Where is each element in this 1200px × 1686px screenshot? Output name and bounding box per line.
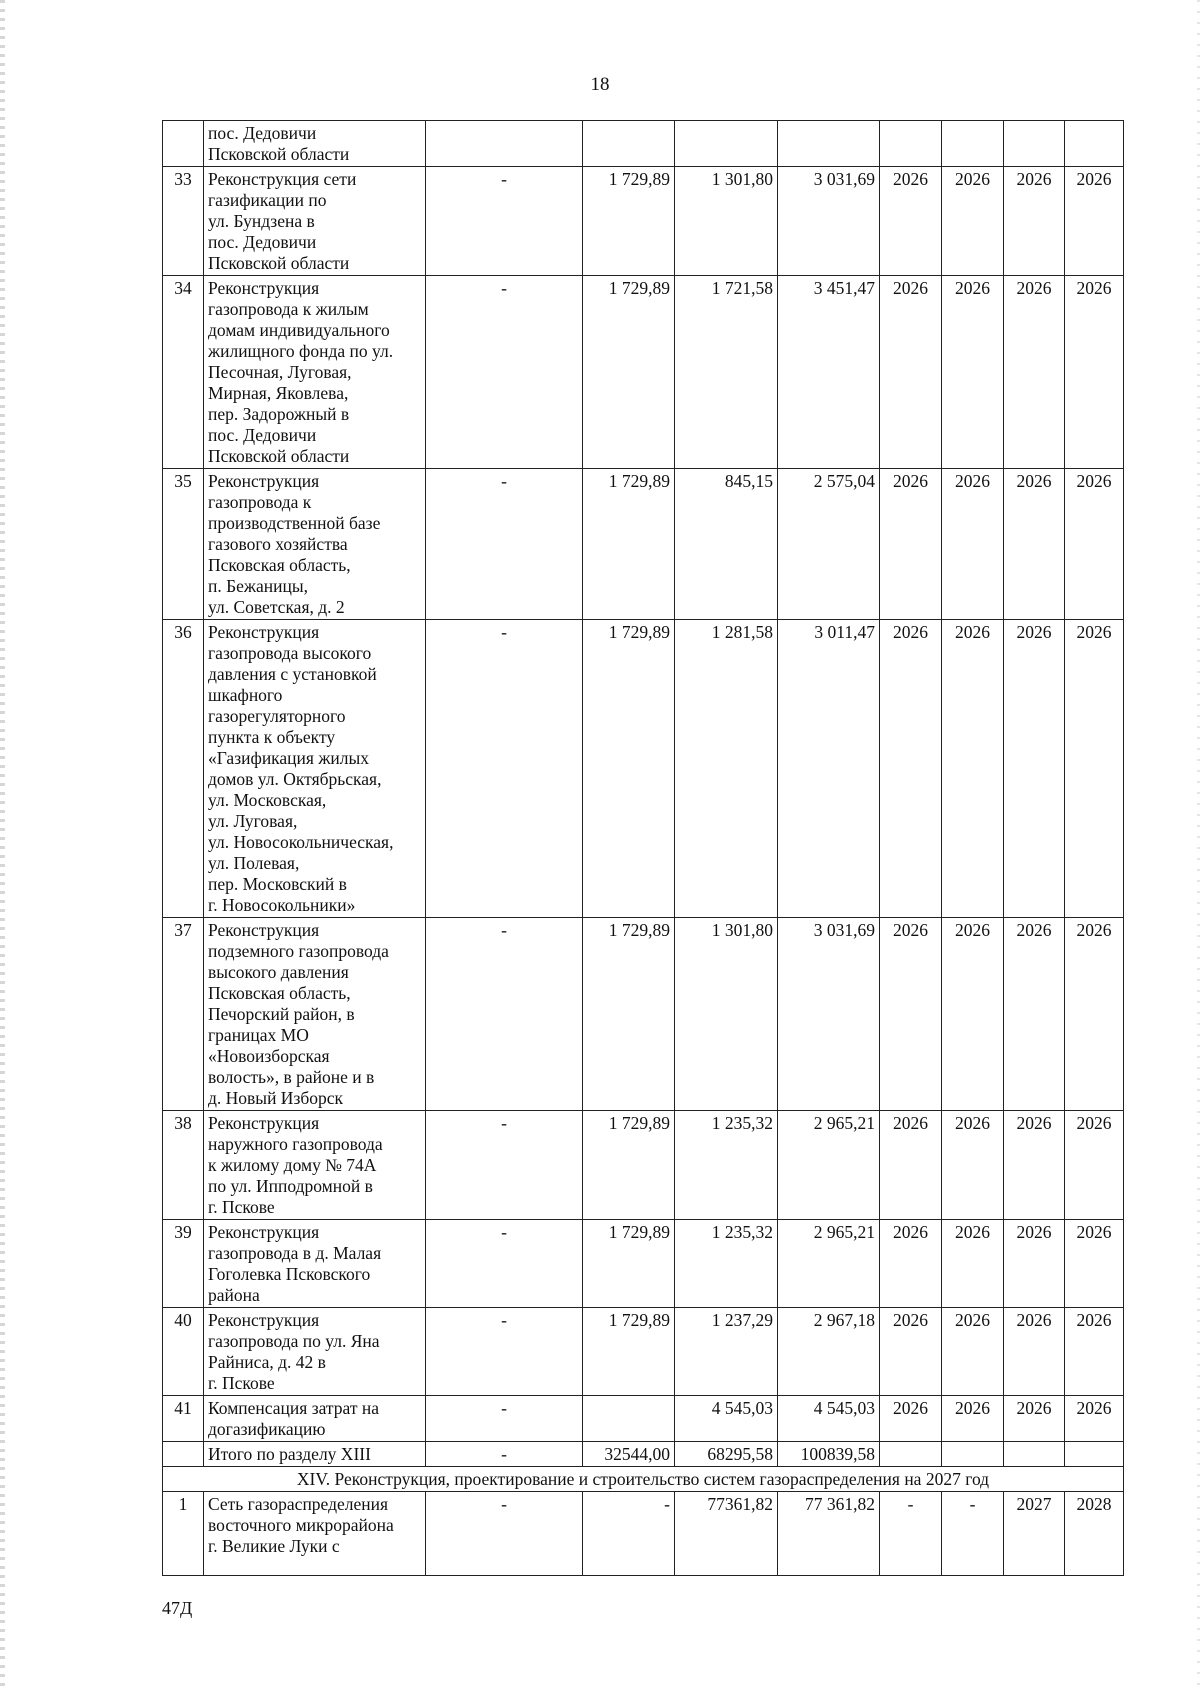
col-4-value: 1 729,89 — [583, 276, 675, 469]
col-5-value: 77361,82 — [675, 1492, 778, 1576]
year-3 — [1004, 1442, 1065, 1467]
page-number: 18 — [590, 74, 610, 95]
year-1: 2026 — [880, 1220, 942, 1308]
year-3: 2026 — [1004, 469, 1065, 620]
col-3-value: - — [426, 167, 583, 276]
col-6-value: 2 575,04 — [778, 469, 880, 620]
year-3: 2026 — [1004, 918, 1065, 1111]
year-3: 2026 — [1004, 1111, 1065, 1220]
year-3 — [1004, 121, 1065, 167]
col-3-value: - — [426, 1442, 583, 1467]
col-6-value: 3 011,47 — [778, 620, 880, 918]
item-name: Реконструкция газопровода к жилым домам индивидуального жилищного фонда по ул. Песочная, Луговая, Мирная, Яковлева, пер. Задорожный в пос. Дедовичи Псковской области — [204, 276, 426, 469]
year-4: 2026 — [1065, 469, 1124, 620]
col-4-value: 1 729,89 — [583, 469, 675, 620]
year-1: 2026 — [880, 1111, 942, 1220]
section-title: XIV. Реконструкция, проектирование и строительство систем газораспределения на 2027 год — [163, 1467, 1124, 1492]
item-number — [163, 121, 204, 167]
year-4: 2026 — [1065, 1220, 1124, 1308]
col-5-value: 845,15 — [675, 469, 778, 620]
footer-code: 47Д — [162, 1598, 193, 1618]
year-4: 2028 — [1065, 1492, 1124, 1576]
item-name: Сеть газораспределения восточного микрорайона г. Великие Луки с — [204, 1492, 426, 1576]
item-name: Итого по разделу XIII — [204, 1442, 426, 1467]
year-2: 2026 — [942, 1396, 1004, 1442]
item-name: Реконструкция подземного газопровода высокого давления Псковская область, Печорский район, в границах МО «Новоизборская волость», в районе и в д. Новый Изборск — [204, 918, 426, 1111]
item-name: Реконструкция газопровода по ул. Яна Райниса, д. 42 в г. Пскове — [204, 1308, 426, 1396]
year-2: 2026 — [942, 276, 1004, 469]
col-6-value: 2 965,21 — [778, 1220, 880, 1308]
year-4: 2026 — [1065, 620, 1124, 918]
col-3-value: - — [426, 276, 583, 469]
program-table — [162, 120, 1124, 1576]
year-2: 2026 — [942, 1111, 1004, 1220]
year-4: 2026 — [1065, 1396, 1124, 1442]
year-1: 2026 — [880, 1308, 942, 1396]
year-4 — [1065, 121, 1124, 167]
col-3-value: - — [426, 469, 583, 620]
year-3: 2026 — [1004, 1396, 1065, 1442]
item-number: 36 — [163, 620, 204, 918]
item-number: 38 — [163, 1111, 204, 1220]
item-name: Реконструкция газопровода высокого давления с установкой шкафного газорегуляторного пункта к объекту «Газификация жилых домов ул. Октябрьская, ул. Московская, ул. Луговая, ул. Новосокольническая, ул. Полевая, пер. Московский в г. Новосокольники» — [204, 620, 426, 918]
col-4-value: 1 729,89 — [583, 1308, 675, 1396]
table-row — [163, 1111, 1124, 1220]
year-3: 2026 — [1004, 1308, 1065, 1396]
table-row — [163, 1492, 1124, 1576]
col-3-value: - — [426, 1111, 583, 1220]
item-number: 1 — [163, 1492, 204, 1576]
year-3: 2026 — [1004, 1220, 1065, 1308]
table-row — [163, 167, 1124, 276]
col-3-value — [426, 121, 583, 167]
col-6-value: 77 361,82 — [778, 1492, 880, 1576]
col-4-value — [583, 121, 675, 167]
year-3: 2026 — [1004, 167, 1065, 276]
year-2 — [942, 121, 1004, 167]
table-row — [163, 1396, 1124, 1442]
total-row — [163, 1442, 1124, 1467]
col-5-value: 1 235,32 — [675, 1220, 778, 1308]
year-4: 2026 — [1065, 167, 1124, 276]
col-3-value: - — [426, 1220, 583, 1308]
col-5-value: 68295,58 — [675, 1442, 778, 1467]
item-number: 40 — [163, 1308, 204, 1396]
year-2: 2026 — [942, 918, 1004, 1111]
col-5-value: 1 301,80 — [675, 167, 778, 276]
year-2: 2026 — [942, 167, 1004, 276]
col-4-value: 32544,00 — [583, 1442, 675, 1467]
year-1: 2026 — [880, 167, 942, 276]
table-row — [163, 918, 1124, 1111]
year-1: 2026 — [880, 469, 942, 620]
table-row — [163, 469, 1124, 620]
item-name: Реконструкция сети газификации по ул. Бундзена в пос. Дедовичи Псковской области — [204, 167, 426, 276]
col-5-value: 1 301,80 — [675, 918, 778, 1111]
year-4: 2026 — [1065, 918, 1124, 1111]
item-number: 34 — [163, 276, 204, 469]
col-6-value: 2 967,18 — [778, 1308, 880, 1396]
col-4-value — [583, 1396, 675, 1442]
year-3: 2026 — [1004, 620, 1065, 918]
year-2 — [942, 1442, 1004, 1467]
table-row — [163, 1308, 1124, 1396]
col-5-value: 4 545,03 — [675, 1396, 778, 1442]
table-row — [163, 121, 1124, 167]
col-6-value: 3 451,47 — [778, 276, 880, 469]
year-1: 2026 — [880, 620, 942, 918]
col-4-value: 1 729,89 — [583, 620, 675, 918]
col-6-value: 100839,58 — [778, 1442, 880, 1467]
item-name: Реконструкция газопровода в д. Малая Гоголевка Псковского района — [204, 1220, 426, 1308]
col-5-value: 1 237,29 — [675, 1308, 778, 1396]
year-4 — [1065, 1442, 1124, 1467]
year-4: 2026 — [1065, 1308, 1124, 1396]
col-4-value: 1 729,89 — [583, 1111, 675, 1220]
year-1: - — [880, 1492, 942, 1576]
col-6-value — [778, 121, 880, 167]
col-3-value: - — [426, 1396, 583, 1442]
item-name: пос. Дедовичи Псковской области — [204, 121, 426, 167]
item-number: 35 — [163, 469, 204, 620]
item-number: 39 — [163, 1220, 204, 1308]
year-2: 2026 — [942, 1308, 1004, 1396]
item-name: Компенсация затрат на догазификацию — [204, 1396, 426, 1442]
col-5-value: 1 281,58 — [675, 620, 778, 918]
col-3-value: - — [426, 620, 583, 918]
year-3: 2026 — [1004, 276, 1065, 469]
year-4: 2026 — [1065, 276, 1124, 469]
table-body — [163, 121, 1124, 1576]
item-name: Реконструкция газопровода к производственной базе газового хозяйства Псковская область, п. Бежаницы, ул. Советская, д. 2 — [204, 469, 426, 620]
item-number — [163, 1442, 204, 1467]
year-1: 2026 — [880, 276, 942, 469]
col-6-value: 3 031,69 — [778, 167, 880, 276]
year-1 — [880, 1442, 942, 1467]
col-6-value: 2 965,21 — [778, 1111, 880, 1220]
year-1: 2026 — [880, 1396, 942, 1442]
col-6-value: 4 545,03 — [778, 1396, 880, 1442]
year-3: 2027 — [1004, 1492, 1065, 1576]
year-1: 2026 — [880, 918, 942, 1111]
col-4-value: 1 729,89 — [583, 1220, 675, 1308]
col-5-value: 1 235,32 — [675, 1111, 778, 1220]
year-1 — [880, 121, 942, 167]
table-row — [163, 620, 1124, 918]
scan-edge-left — [0, 0, 5, 1686]
year-2: 2026 — [942, 1220, 1004, 1308]
year-2: 2026 — [942, 620, 1004, 918]
item-number: 33 — [163, 167, 204, 276]
year-4: 2026 — [1065, 1111, 1124, 1220]
section-header-row — [163, 1467, 1124, 1492]
year-2: - — [942, 1492, 1004, 1576]
col-4-value: 1 729,89 — [583, 918, 675, 1111]
table-row — [163, 276, 1124, 469]
col-5-value: 1 721,58 — [675, 276, 778, 469]
item-number: 41 — [163, 1396, 204, 1442]
col-3-value: - — [426, 918, 583, 1111]
col-3-value: - — [426, 1308, 583, 1396]
col-3-value: - — [426, 1492, 583, 1576]
table-row — [163, 1220, 1124, 1308]
col-4-value: 1 729,89 — [583, 167, 675, 276]
item-number: 37 — [163, 918, 204, 1111]
col-6-value: 3 031,69 — [778, 918, 880, 1111]
item-name: Реконструкция наружного газопровода к жилому дому № 74А по ул. Ипподромной в г. Пскове — [204, 1111, 426, 1220]
col-4-value: - — [583, 1492, 675, 1576]
year-2: 2026 — [942, 469, 1004, 620]
col-5-value — [675, 121, 778, 167]
